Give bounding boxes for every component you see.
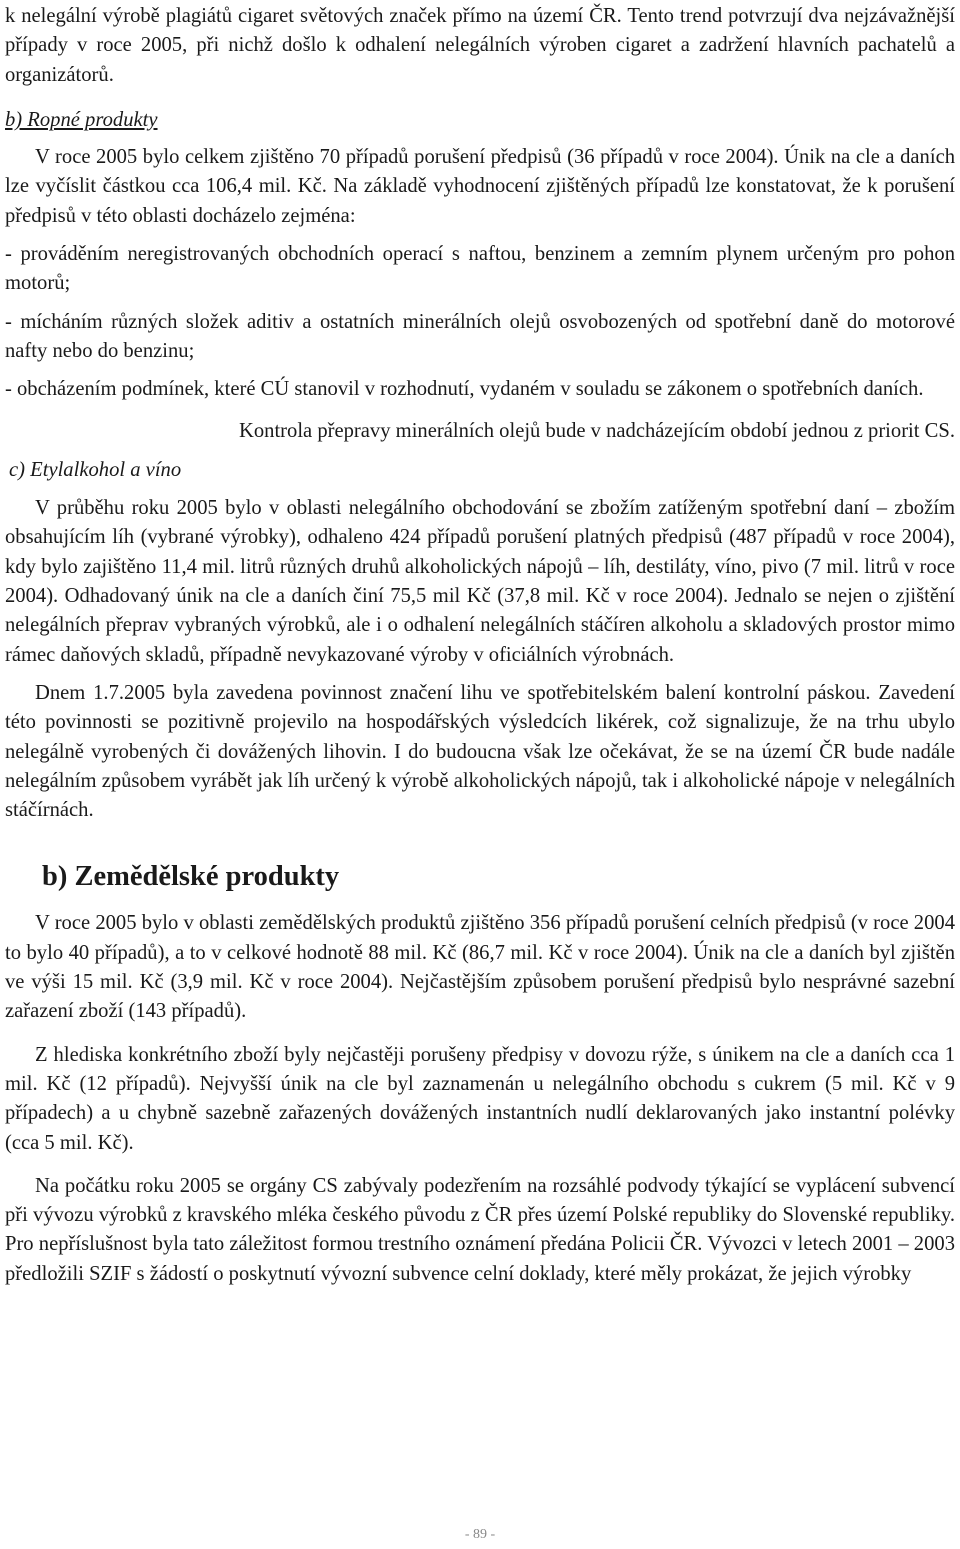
page-number: - 89 - [464,1527,496,1542]
agri-paragraph-1: V roce 2005 bylo v oblasti zemědělských produktů zjištěno 356 případů porušení celních předpisů (v roce 2004 to bylo 40 případů), a to v celkové hodnotě 88 mil. Kč (86,7 mil. Kč v roce 2004). Únik na cle a daních byl zjištěn ve výši 15 mil. Kč (3,9 mil. Kč v roce 2004). Nejčastějším způsobem porušení předpisů bylo nesprávné sazební zařazení zboží (143 případů). [5,912,955,1023]
oil-paragraph-2: Kontrola přepravy minerálních olejů bude v nadcházejícím období jednou z priorit CS. [238,419,955,442]
agri-paragraph-2: Z hlediska konkrétního zboží byly nejčastěji porušeny předpisy v dovozu rýže, s únikem na cle a daních cca 1 mil. Kč (12 případů). Nejvyšší únik na cle byl zaznamenán u nelegálního obchodu s cukrem (5 mil. Kč v 9 případech) a u chybně sazebně zařazených dovážených instantních nudlí deklarovaných jako instantní polévky (cca 5 mil. Kč). [5,1043,955,1154]
alcohol-paragraph-2: Dnem 1.7.2005 byla zavedena povinnost značení lihu ve spotřebitelském balení kontrolní páskou. Zavedení této povinnosti se pozitivně projevilo na hospodářských výsledcích likérek, což signalizuje, že na trhu ubylo nelegálně vyrobených či dovážených lihovin. I do budoucna však lze očekávat, že se na území ČR bude nadále nelegálním způsobem vyrábět jak líh určený k výrobě alkoholických nápojů, tak i alkoholické nápoje v nelegálních stáčírnách. [5,681,955,822]
oil-list-item-1: - prováděním neregistrovaných obchodních operací s naftou, benzinem a zemním plynem určeným pro pohon motorů; [5,243,955,295]
agri-paragraph-3: Na počátku roku 2005 se orgány CS zabývaly podezřením na rozsáhlé podvody týkající se vyplácení subvencí při vývozu výrobků z kravského mléka českého původu z ČR přes území Polské republiky do Slovenské republiky. Pro nepříslušnost byla tato záležitost formou trestního oznámení předána Policii ČR. Vývozci v letech 2001 – 2003 předložili SZIF s žádostí o poskytnutí vývozní subvence celní doklady, které měly prokázat, že jejich výrobky [5,1174,955,1285]
section-heading-agricultural-products: b) Zemědělské produkty [42,861,340,893]
oil-paragraph-1: V roce 2005 bylo celkem zjištěno 70 případů porušení předpisů (36 případů v roce 2004). Únik na cle a daních lze vyčíslit částkou cca 106,4 mil. Kč. Na základě vyhodnocení zjištěných případů lze konstatovat, že k porušení předpisů v této oblasti docházelo zejména: [5,146,955,227]
alcohol-paragraph-1: V průběhu roku 2005 bylo v oblasti nelegálního obchodování se zbožím zatíženým spotřební daní – zbožím obsahujícím líh (vybrané výrobky), odhaleno 424 případů porušení platných předpisů (487 případů v roce 2004), kdy bylo zajištěno 11,4 mil. litrů různých druhů alkoholických nápojů – líh, destiláty, víno, pivo (7 mil. litrů v roce 2004). Odhadovaný únik na cle a daních činí 75,5 mil Kč (37,8 mil. Kč v roce 2004). Jednalo se nejen o zjištění nelegálních přeprav vybraných výrobků, ale i o odhalení nelegálních stáčíren alkoholu a skladových prostor mimo rámec daňových skladů, případně nevykazované výroby v oficiálních výrobnách. [5,497,955,666]
oil-list-item-3: - obcházením podmínek, které CÚ stanovil v rozhodnutí, vydaném v souladu se zákonem o spotřebních daních. [5,378,924,401]
intro-paragraph: k nelegální výrobě plagiátů cigaret světových značek přímo na území ČR. Tento trend potvrzují dva nejzávažnější případy v roce 2005, při nichž došlo k odhalení nelegálních výroben cigaret a zadržení hlavních pachatelů a organizátorů. [5,5,955,86]
document-page [5,2,955,1289]
section-heading-alcohol: c) Etylalkohol a víno [9,458,182,481]
oil-list-item-2: - mícháním různých složek aditiv a ostatních minerálních olejů osvobozených od spotřební daně do motorové nafty nebo do benzinu; [5,310,955,362]
section-heading-oil-products: b) Ropné produkty [5,108,158,131]
